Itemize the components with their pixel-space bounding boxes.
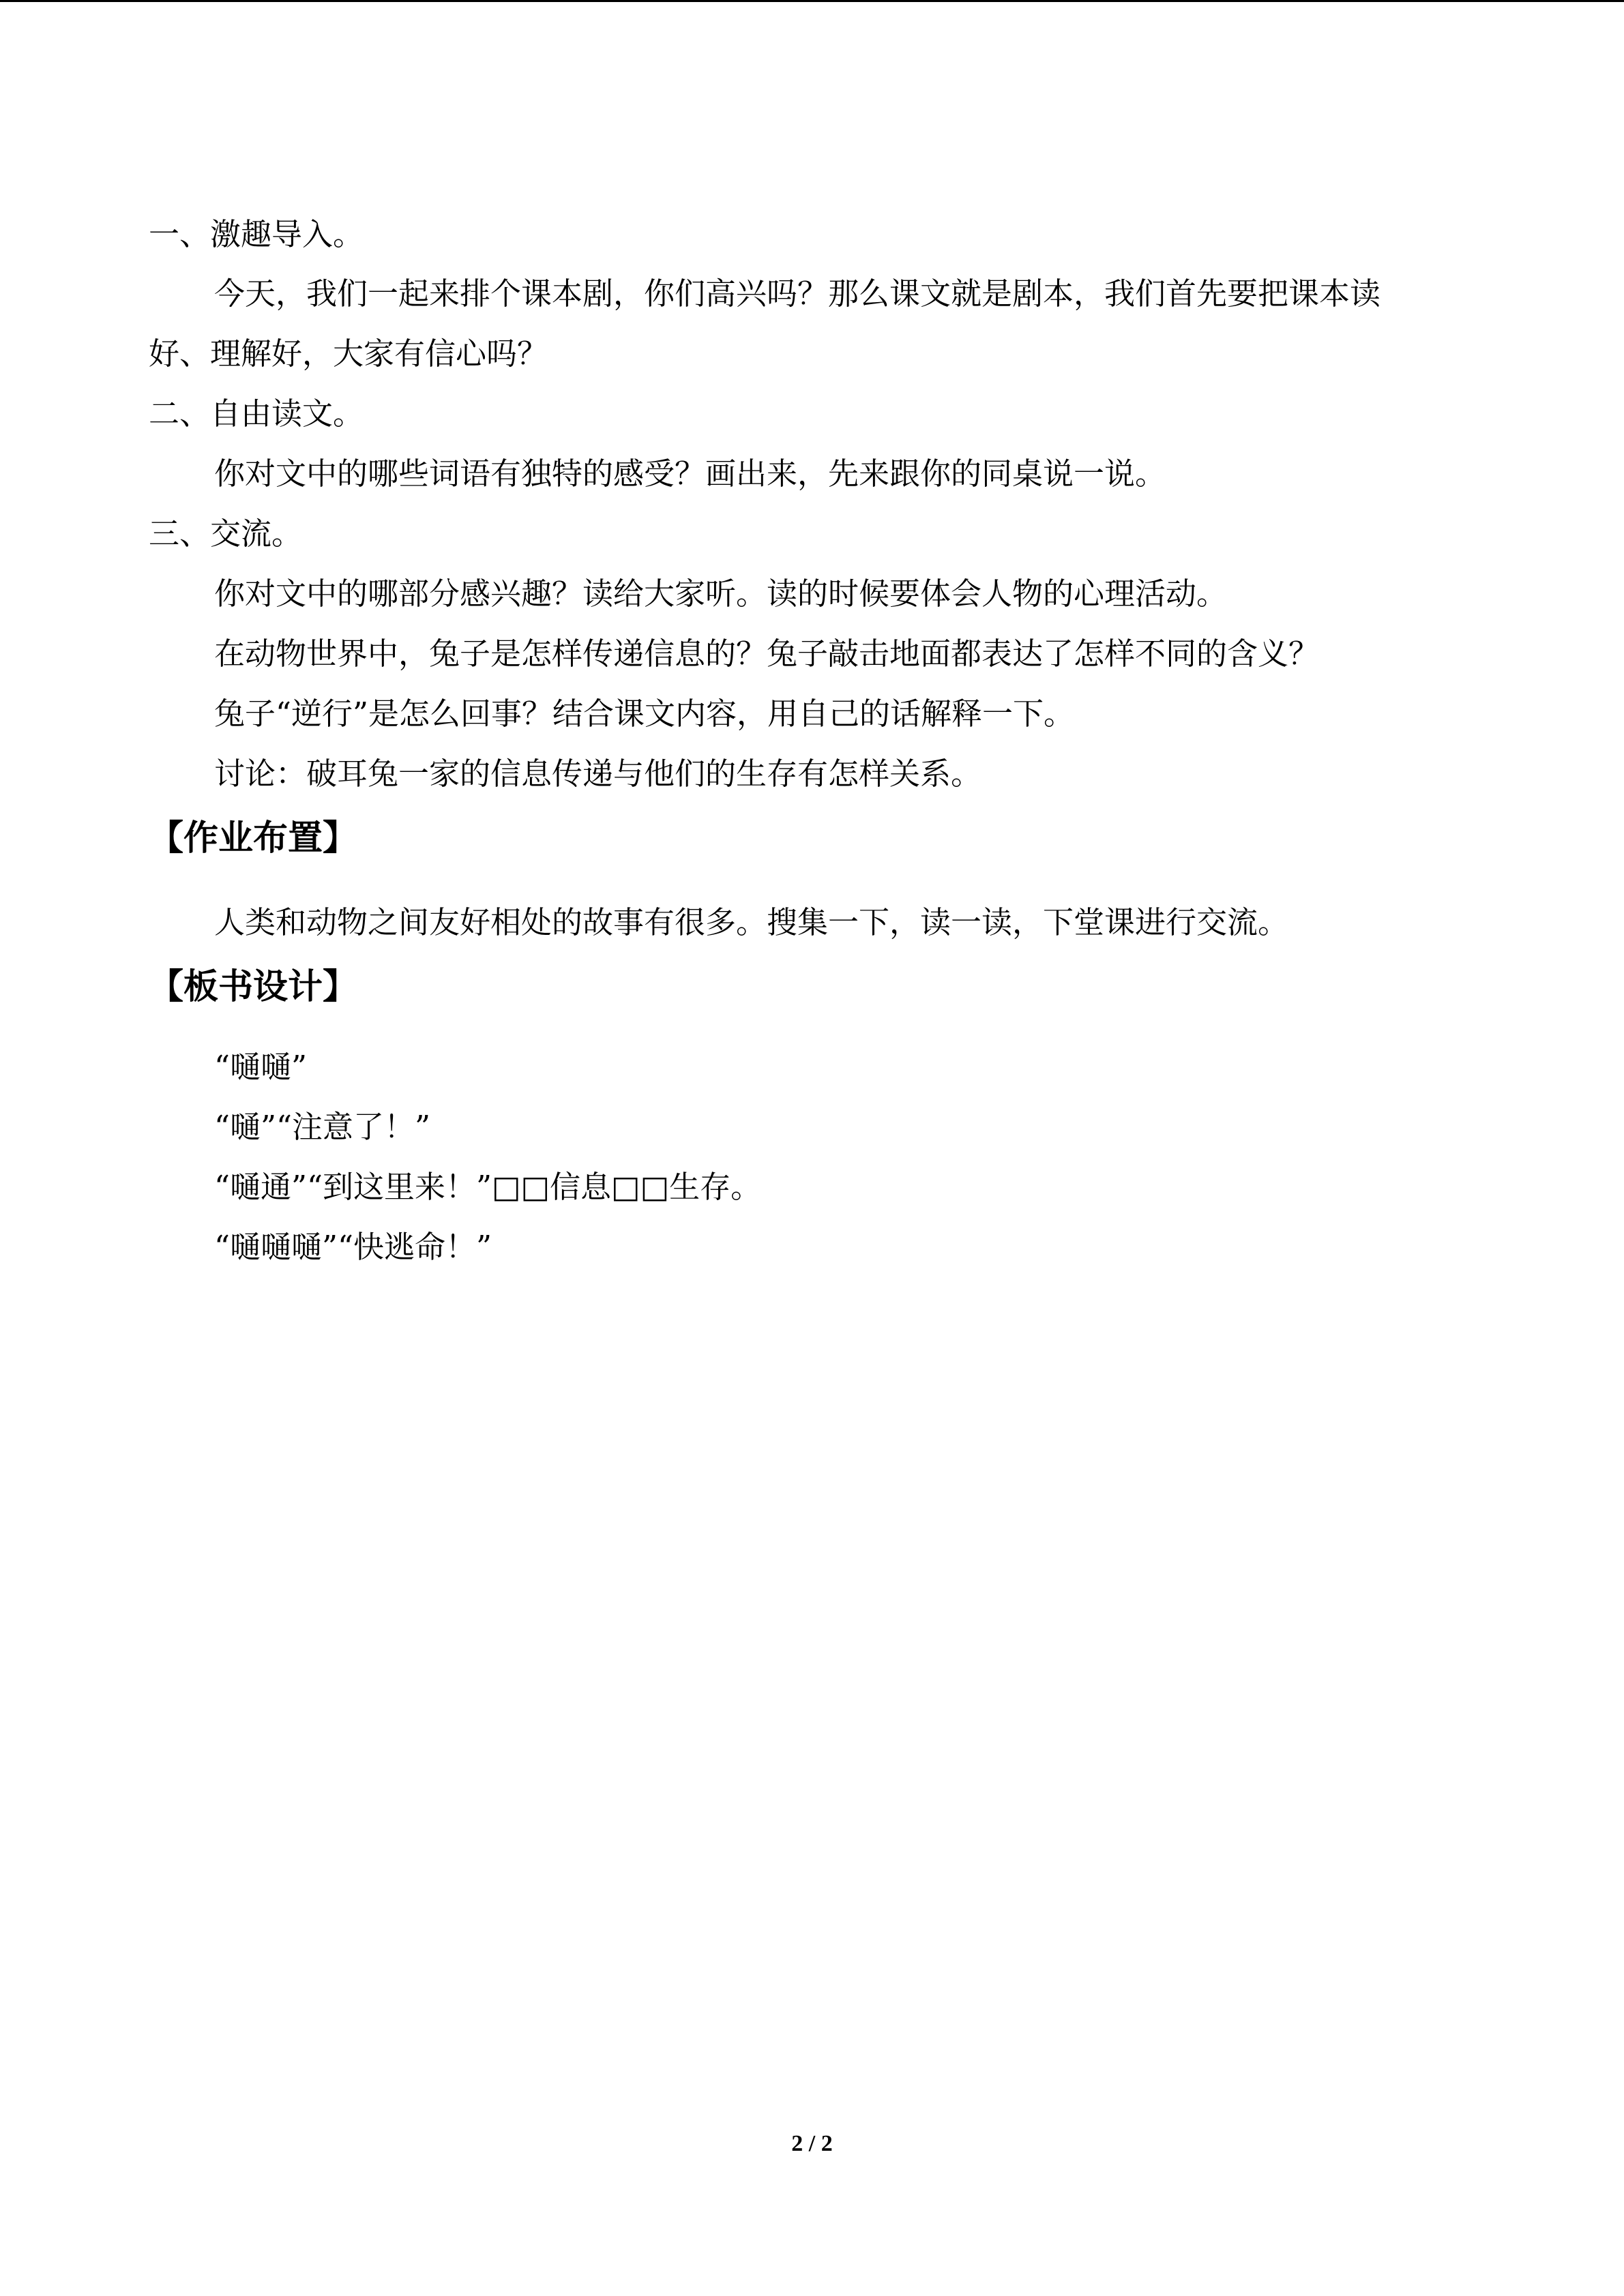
board-line-3: “嗵通”“到这里来！”□□信息□□生存。	[214, 1169, 762, 1205]
board-line-1: “嗵嗵”	[214, 1049, 308, 1085]
board-design-heading: 【板书设计】	[149, 967, 358, 1007]
exchange-paragraph-1: 你对文中的哪部分感兴趣？读给大家听。读的时候要体会人物的心理活动。	[214, 576, 1228, 612]
section-title-reading: 二、自由读文。	[149, 396, 364, 432]
section-title-exchange: 三、交流。	[149, 516, 303, 552]
exchange-paragraph-4: 讨论：破耳兔一家的信息传递与他们的生存有怎样关系。	[214, 756, 982, 792]
intro-paragraph-line-2: 好、理解好，大家有信心吗？	[149, 336, 548, 372]
intro-paragraph-line-1: 今天，我们一起来排个课本剧，你们高兴吗？那么课文就是剧本，我们首先要把课本读	[214, 275, 1381, 312]
board-line-2: “嗵”“注意了！”	[214, 1109, 431, 1145]
homework-heading: 【作业布置】	[149, 818, 358, 859]
reading-paragraph: 你对文中的哪些词语有独特的感受？画出来，先来跟你的同桌说一说。	[214, 456, 1166, 492]
homework-text: 人类和动物之间友好相处的故事有很多。搜集一下，读一读，下堂课进行交流。	[214, 904, 1289, 940]
top-border-line	[0, 0, 1624, 2]
exchange-paragraph-3: 兔子“逆行”是怎么回事？结合课文内容，用自己的话解释一下。	[214, 696, 1075, 732]
exchange-paragraph-2: 在动物世界中，兔子是怎样传递信息的？兔子敲击地面都表达了怎样不同的含义？	[214, 636, 1320, 672]
section-title-intro: 一、激趣导入。	[149, 216, 364, 252]
board-line-4: “嗵嗵嗵”“快逃命！”	[214, 1229, 492, 1265]
page-number: 2 / 2	[791, 2131, 833, 2156]
